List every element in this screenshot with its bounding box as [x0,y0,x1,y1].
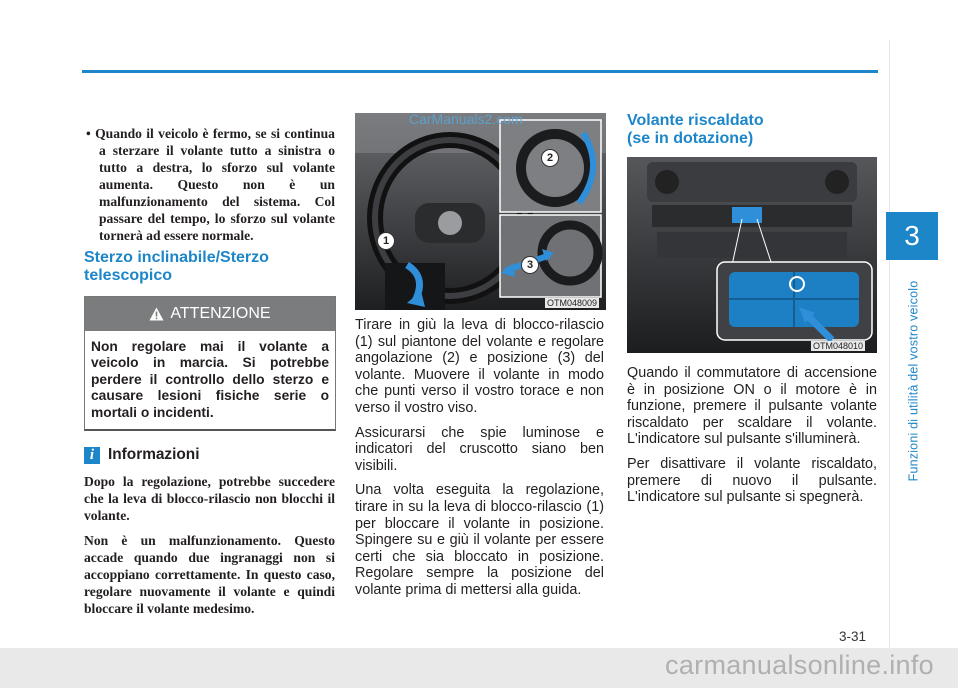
heated-wheel-illustration [627,157,877,353]
callout-1: 1 [377,232,395,250]
bullet-note: • Quando il veicolo è fermo, se si continua a sterzare il volante tutto a sinistra o tutto a destra, lo sforzo sul volante aumenta. Questo non è un malfunzionamento del sistema. Col passare del tempo, lo sforzo sul volante tornerà ad essere normale. [86,126,335,243]
section-heading-volante [627,112,877,148]
warning-triangle-icon [149,307,164,321]
header-rule [82,70,878,73]
paragraph: Assicurarsi che spie luminose e indicatori del cruscotto siano ben visibili. [355,424,604,474]
warning-text: Non regolare mai il volante a veicolo in marcia. Si potrebbe perdere il controllo dello sterzo e causare lesioni fisiche serie o mortali o incidenti. [91,339,329,420]
watermark-bottom: carmanualsonline.info [665,650,934,680]
chapter-number-tab: 3 [886,212,938,260]
chapter-title: Funzioni di utilità del vostro veicolo [906,280,921,482]
heading-line: (se in dotazione) [627,130,754,147]
warning-title: ATTENZIONE [170,305,271,322]
image-caption: OTM048009 [547,298,598,308]
section-heading-sterzo: Sterzo inclinabile/Sterzo telescopico [84,249,269,284]
paragraph: Tirare in giù la leva di blocco-rilascio (1) sul piantone del volante e regolare angolazione (2) e posizione (3) del volante. Muovere il volante in modo che punti verso il vostro torace e non verso il vostro viso. [355,317,604,416]
heading-line: Volante riscaldato [627,112,764,129]
watermark-bar [0,648,958,688]
info-icon: i [84,447,100,464]
heated-wheel-image [627,157,877,353]
image-caption: OTM048010 [813,341,864,351]
info-paragraph: Non è un malfunzionamento. Questo accade quando due ingranaggi non si accoppiano correttamente. In questo caso, regolare nuovamente il volante e quindi bloccare il volante medesimo. [84,533,335,616]
steering-adjust-image [355,113,606,310]
steering-adjust-text [355,317,604,607]
chapter-title-tab [876,272,950,490]
info-header [84,446,200,464]
info-paragraph: Dopo la regolazione, potrebbe succedere che la leva di blocco-rilascio non blocchi il volante. [84,474,335,523]
steering-adjust-illustration [355,113,606,310]
callout-2: 2 [541,149,559,167]
heated-wheel-text [627,365,877,514]
watermark-top: CarManuals2.com [409,111,523,127]
callout-3: 3 [521,256,539,274]
warning-header [85,297,335,331]
info-title: Informazioni [108,446,200,463]
paragraph: Per disattivare il volante riscaldato, premere di nuovo il pulsante. L'indicatore sul pulsante si spegnerà. [627,455,877,506]
paragraph: Una volta eseguita la regolazione, tirare in su la leva di blocco-rilascio (1) per bloccare il volante in posizione. Spingere su e giù il volante per essere certi che sia bloccato in posizione. Regolare sempre la posizione del volante prima di mettersi alla guida. [355,482,604,598]
paragraph: Quando il commutatore di accensione è in posizione ON o il motore è in funzione, premere il pulsante volante riscaldato per scaldare il volante. L'indicatore sul pulsante s'illuminerà. [627,365,877,448]
bullet-text: Quando il veicolo è fermo, se si continua a sterzare il volante tutto a sinistra o tutto a destra, lo sforzo sul volante aumenta. Questo non è un malfunzionamento del sistema. Col passare del tempo, lo sforzo sul volante tornerà ad essere normale. [95,126,335,243]
warning-box [84,296,336,431]
page-number: 3-31 [839,629,867,644]
info-body [84,473,335,625]
